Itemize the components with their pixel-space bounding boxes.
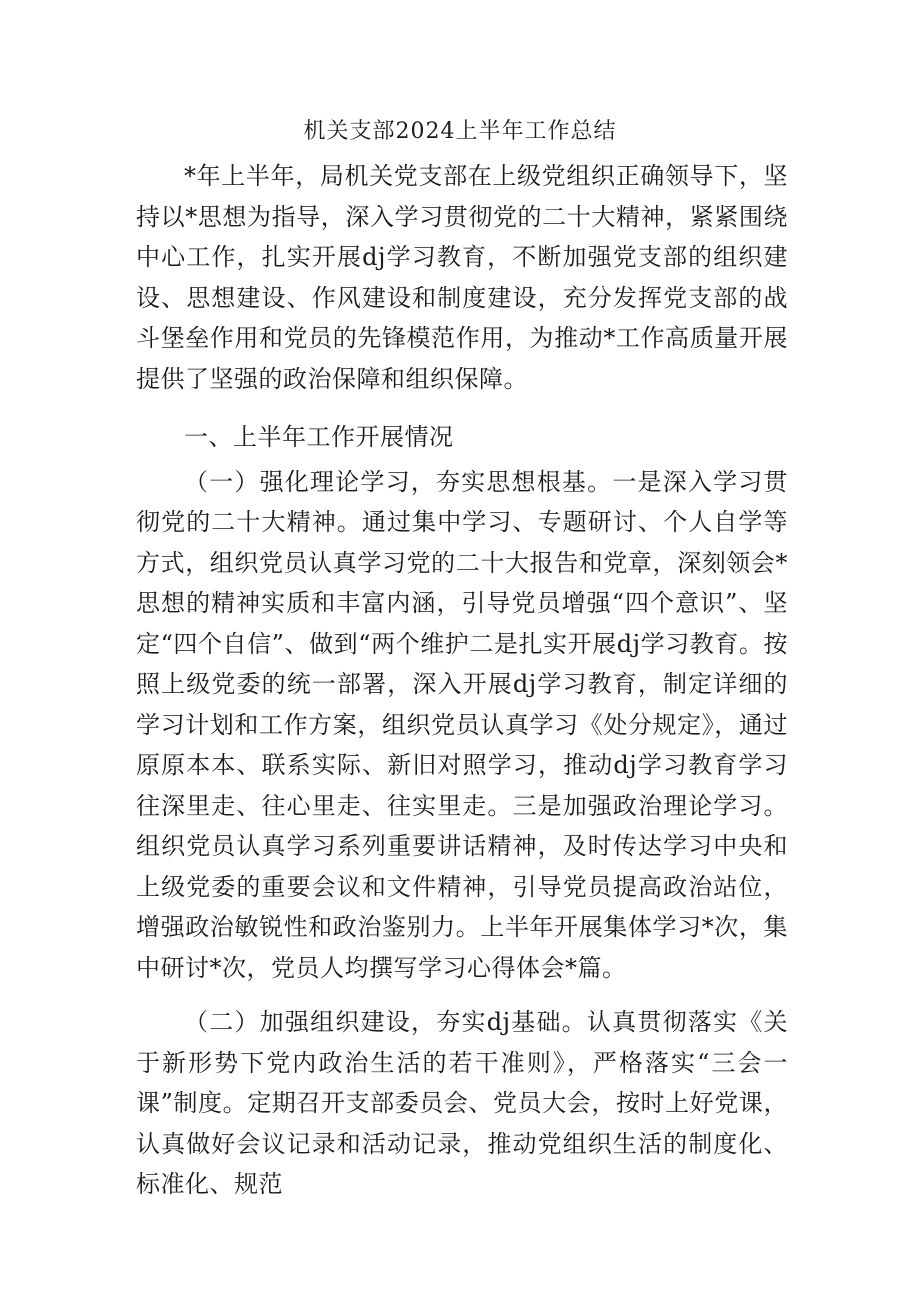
theory-study-paragraph: （一）强化理论学习，夯实思想根基。一是深入学习贯彻党的二十大精神。通过集中学习、专题研讨、个人自学等方式，组织党员认真学习党的二十大报告和党章，深刻领会*思想的精神实质和丰富内涵，引导党员增强“四个意识”、坚定“四个自信”、做到“两个维护二是扎实开展dj学习教育。按照上级党委的统一部署，深入开展dj学习教育，制定详细的学习计划和工作方案，组织党员认真学习《处分规定》，通过原原本本、联系实际、新旧对照学习，推动dj学习教育学习往深里走、往心里走、往实里走。三是加强政治理论学习。组织党员认真学习系列重要讲话精神，及时传达学习中央和上级党委的重要会议和文件精神，引导党员提高政治站位，增强政治敏锐性和政治鉴别力。上半年开展集体学习*次，集中研讨*次，党员人均撰写学习心得体会*篇。: [136, 467, 788, 982]
intro-paragraph: *年上半年，局机关党支部在上级党组织正确领导下，坚持以*思想为指导，深入学习贯彻党的二十大精神，紧紧围绕中心工作，扎实开展dj学习教育，不断加强党支部的组织建设、思想建设、作风建设和制度建设，充分发挥党支部的战斗堡垒作用和党员的先锋模范作用，为推动*工作高质量开展提供了坚强的政治保障和组织保障。: [136, 162, 788, 393]
organization-building-paragraph: （二）加强组织建设，夯实dj基础。认真贯彻落实《关于新形势下党内政治生活的若干准则》，严格落实“三会一课”制度。定期召开支部委员会、党员大会，按时上好党课，认真做好会议记录和活动记录，推动党组织生活的制度化、标准化、规范: [136, 1008, 788, 1198]
document-body: [136, 156, 788, 1205]
document-title: 机关支部2024上半年工作总结: [303, 119, 617, 144]
section-heading: 一、上半年工作开展情况: [184, 423, 454, 451]
